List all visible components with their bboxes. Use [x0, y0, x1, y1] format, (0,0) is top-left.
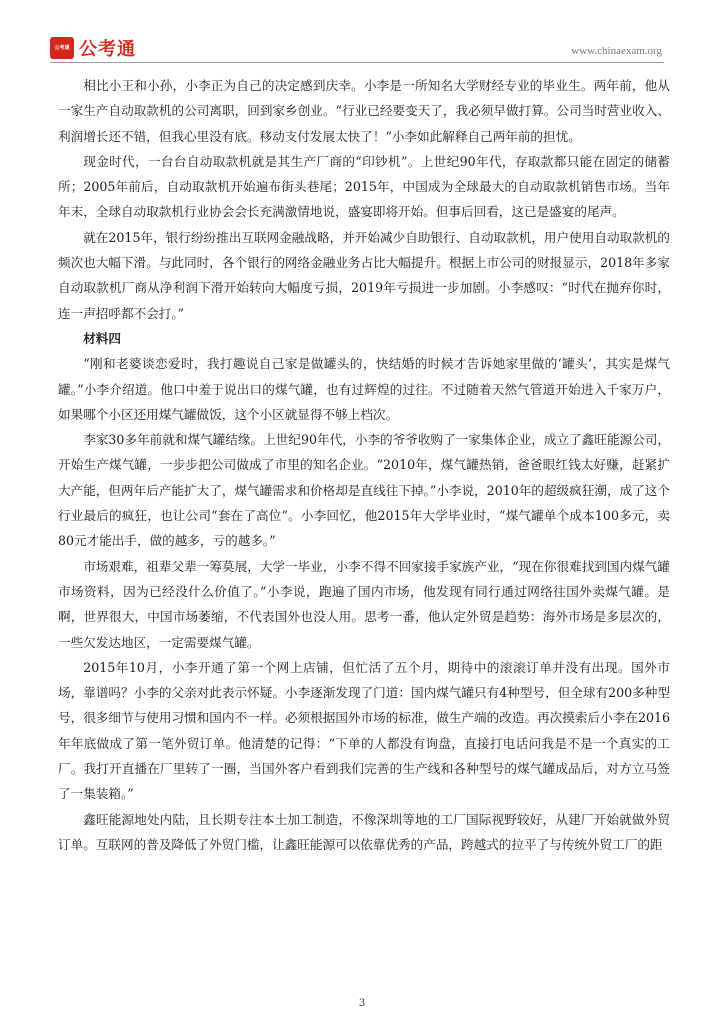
- logo-badge: 公考通: [50, 37, 74, 59]
- brand-name: 公考通: [79, 39, 136, 60]
- document-body: [58, 73, 670, 857]
- page-header: [50, 34, 664, 64]
- paragraph-6: 市场艰难，祖辈父辈一筹莫展，大学一毕业，小李不得不回家接手家族产业，“现在你很难找到国内煤气罐市场资料，因为已经没什么价值了。”小李说，跑遍了国内市场，他发现有同行通过网络往国外卖煤气罐。是啊，世界很大，中国市场萎缩，不代表国外也没人用。思考一番，他认定外贸是趋势：海外市场是多层次的，一些欠发达地区，一定需要煤气罐。: [58, 558, 670, 650]
- header-divider: [50, 62, 664, 63]
- paragraph-2: 现金时代，一台台自动取款机就是其生产厂商的“印钞机”。上世纪90年代，存取款都只能在固定的储蓄所；2005年前后，自动取款机开始遍布街头巷尾；2015年，中国成为全球最大的自动取款机销售市场。当年年末，全球自动取款机行业协会会长充满激情地说，盛宴即将开始。但事后回看，这已是盛宴的尾声。: [58, 153, 670, 220]
- paragraph-4: “刚和老婆谈恋爱时，我打趣说自己家是做罐头的，快结婚的时候才告诉她家里做的‘罐头’，其实是煤气罐。”小李介绍道。他口中羞于说出口的煤气罐，也有过辉煌的过往。不过随着天然气管道开始进入千家万户，如果哪个小区还用煤气罐做饭，这个小区就显得不够上档次。: [58, 356, 670, 422]
- paragraph-7: 2015年10月，小李开通了第一个网上店铺，但忙活了五个月，期待中的滚滚订单并没有出现。国外市场，靠谱吗？小李的父亲对此表示怀疑。小李逐渐发现了门道：国内煤气罐只有4种型号，但全球有200多种型号，很多细节与使用习惯和国内不一样。必须根据国外市场的标准，做生产端的改造。再次摸索后小李在2016年年底做成了第一笔外贸订单。他清楚的记得：“下单的人都没有询盘，直接打电话问我是不是一个真实的工厂。我打开直播在厂里转了一圈，当国外客户看到我们完善的生产线和各种型号的煤气罐成品后，对方立马签了一集装箱。”: [58, 659, 670, 802]
- site-url: www.chinaexam.org: [571, 45, 662, 57]
- paragraph-5: 李家30多年前就和煤气罐结缘。上世纪90年代，小李的爷爷收购了一家集体企业，成立了鑫旺能源公司，开始生产煤气罐，一步步把公司做成了市里的知名企业。“2010年，煤气罐热销，爸爸眼红钱太好赚，赶紧扩大产能，但两年后产能扩大了，煤气罐需求和价格却是直线往下掉。”小李说，2010年的超级疯狂潮，成了这个行业最后的疯狂，也让公司“套在了高位”。小李回忆，他2015年大学毕业时，“煤气罐单个成本100多元，卖80元才能出手，做的越多，亏的越多。”: [58, 432, 670, 549]
- page-number: 3: [358, 998, 366, 1009]
- section-heading-material-4: 材料四: [83, 330, 121, 346]
- paragraph-3: 就在2015年，银行纷纷推出互联网金融战略，并开始减少自助银行、自动取款机，用户使用自动取款机的频次也大幅下滑。与此同时，各个银行的网络金融业务占比大幅提升。根据上市公司的财报显示，2018年多家自动取款机厂商从净利润下滑开始转向大幅度亏损，2019年亏损进一步加剧。小李感叹：“时代在抛弃你时，连一声招呼都不会打。”: [58, 229, 670, 321]
- paragraph-1: 相比小王和小孙，小李正为自己的决定感到庆幸。小李是一所知名大学财经专业的毕业生。两年前，他从一家生产自动取款机的公司离职，回到家乡创业。“行业已经要变天了，我必须早做打算。公司当时营业收入、利润增长还不错，但我心里没有底。移动支付发展太快了！”小李如此解释自己两年前的担忧。: [58, 78, 670, 144]
- paragraph-8: 鑫旺能源地处内陆，且长期专注本土加工制造，不像深圳等地的工厂国际视野较好，从建厂开始就做外贸订单。互联网的普及降低了外贸门槛，让鑫旺能源可以依靠优秀的产品，跨越式的拉平了与传统外贸工厂的距: [58, 811, 670, 852]
